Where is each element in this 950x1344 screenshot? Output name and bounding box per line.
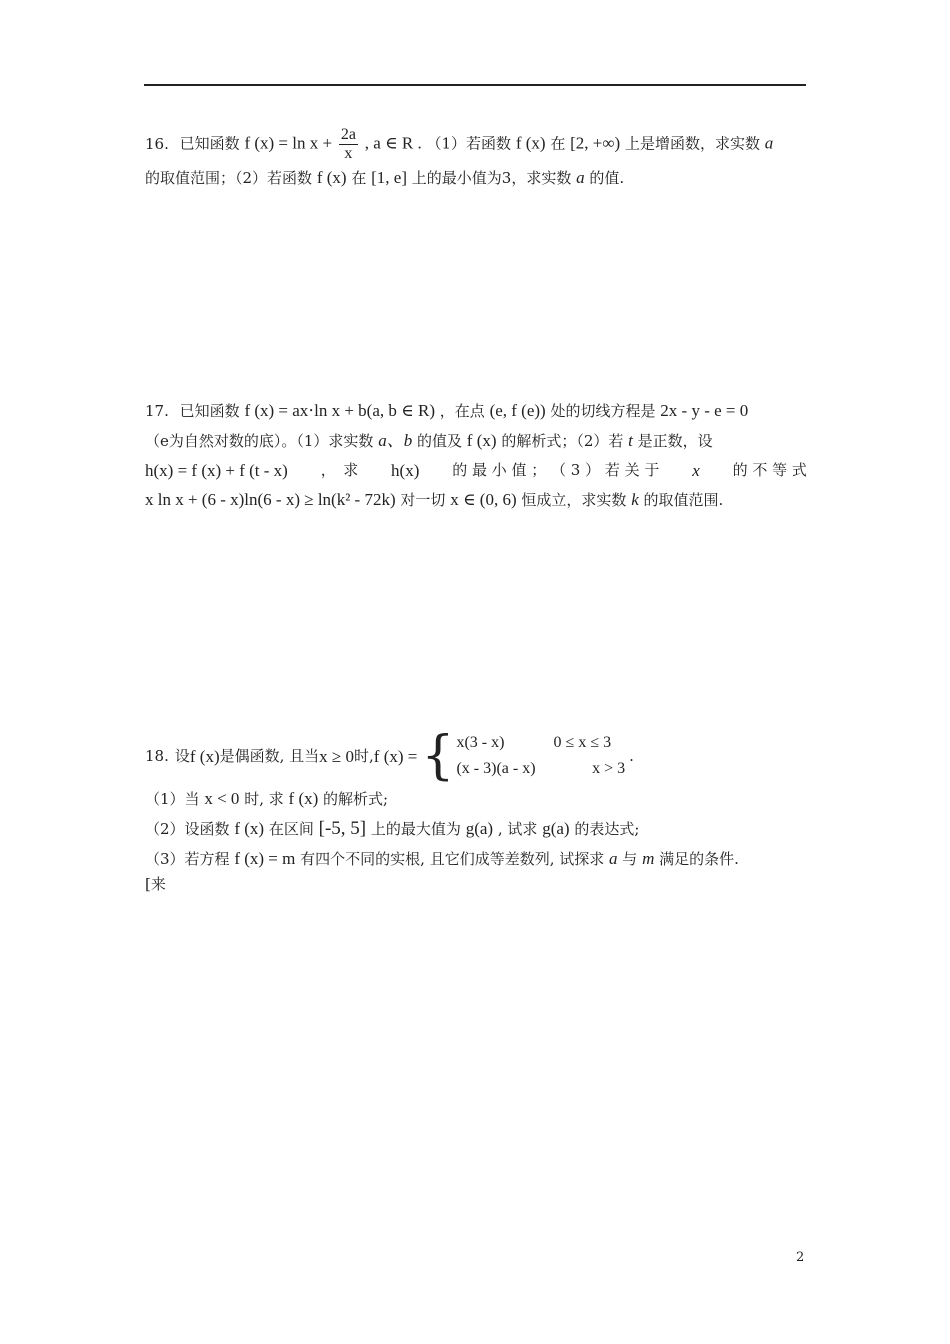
text: 的取值范围. — [643, 491, 724, 509]
text: 的值. — [589, 169, 625, 187]
formula: f (x) — [189, 746, 220, 766]
header-rule — [144, 84, 806, 86]
text: 的值及 — [417, 432, 463, 450]
problem-17 — [145, 396, 807, 515]
text: （2）设函数 — [145, 820, 230, 838]
problem-18-q1 — [145, 784, 807, 814]
piecewise-function — [421, 726, 629, 786]
text: 有四个不同的实根, 且它们成等差数列, 试探求 — [300, 850, 605, 868]
formula: h(x) = f (x) + f (t - x) — [145, 461, 288, 480]
fraction — [339, 126, 358, 163]
text: 时, — [354, 746, 374, 765]
formula: [-5, 5] — [318, 818, 367, 839]
text: 在区间 — [268, 820, 314, 838]
problem-16-line-2 — [145, 163, 807, 193]
problem-17-line-2 — [145, 426, 807, 456]
problem-17-line-1 — [145, 396, 807, 426]
formula: x ∈ (0, 6) — [450, 490, 517, 509]
formula: a — [764, 133, 774, 153]
problem-18-tail — [145, 874, 807, 894]
formula: a、b — [378, 431, 413, 450]
text: 的 不 等 式 — [732, 461, 807, 479]
formula: g(a) — [465, 819, 494, 838]
problem-number: 16. — [145, 134, 169, 153]
formula: f (x) — [234, 819, 265, 838]
text: 的解析式; — [323, 790, 389, 808]
formula: f (x) — [466, 431, 497, 450]
problem-18-q2 — [145, 814, 807, 844]
case-expression: x(3 - x) — [456, 734, 505, 751]
text: 的表达式; — [574, 820, 640, 838]
problem-number: 18. — [145, 746, 169, 765]
text: 恒成立，求实数 — [521, 491, 627, 509]
text: 已知函数 — [179, 402, 240, 420]
formula: f (x) = — [373, 746, 418, 766]
text: （1）当 — [145, 790, 200, 808]
formula: f (x) — [288, 789, 319, 808]
text: 上是增函数，求实数 — [624, 134, 760, 153]
text: 处的切线方程是 — [550, 402, 656, 420]
formula: t — [628, 431, 633, 450]
formula: k — [631, 490, 639, 509]
text: [来 — [145, 875, 166, 893]
problem-16-line-1 — [145, 126, 807, 163]
formula: m — [642, 849, 655, 868]
text: 时, 求 — [244, 790, 284, 808]
text: . — [629, 746, 634, 765]
fraction-numerator: 2a — [340, 126, 356, 143]
formula: h(x) — [391, 461, 420, 480]
problem-18 — [145, 728, 807, 894]
formula: f (x) — [515, 133, 546, 153]
text: 在 — [550, 134, 566, 153]
fraction-denominator: x — [344, 145, 353, 162]
text: ， 求 — [320, 461, 359, 479]
text: （e为自然对数的底）。（1）求实数 — [145, 432, 374, 450]
problem-17-line-3 — [145, 456, 807, 485]
formula: (e, f (e)) — [489, 401, 546, 420]
formula: f (x) = ln x + — [244, 133, 333, 153]
text: 设 — [174, 746, 190, 765]
text: 与 — [622, 850, 638, 868]
text: 已知函数 — [179, 134, 240, 153]
text: 的解析式；（2）若 — [501, 432, 624, 450]
text: 的 最 小 值 ； （ 3 ） 若 关 于 — [452, 461, 660, 479]
case-condition: x > 3 — [592, 760, 626, 777]
text: （3）若方程 — [145, 850, 230, 868]
text: 满足的条件. — [659, 850, 739, 868]
formula: x ln x + (6 - x)ln(6 - x) ≥ ln(k² - 72k) — [145, 490, 396, 509]
text: 是偶函数, 且当 — [219, 746, 320, 765]
case-condition: 0 ≤ x ≤ 3 — [553, 734, 612, 751]
formula: x — [692, 461, 700, 480]
text: 上的最小值为3，求实数 — [411, 169, 572, 187]
formula: [2, +∞) — [570, 133, 621, 153]
formula: a — [609, 849, 618, 868]
formula: x < 0 — [204, 789, 240, 808]
case-expression: (x - 3)(a - x) — [456, 760, 536, 777]
left-brace: { — [421, 726, 455, 786]
formula: x ≥ 0 — [319, 746, 354, 766]
formula: 2x - y - e = 0 — [660, 401, 749, 420]
piecewise-cases — [456, 730, 629, 782]
case-row — [456, 756, 629, 782]
text: （1）若函数 — [426, 134, 512, 153]
formula: a — [576, 168, 585, 187]
formula: g(a) — [542, 819, 570, 838]
formula: , a ∈ R . — [364, 133, 422, 153]
formula: f (x) = m — [234, 849, 296, 868]
formula: [1, e] — [371, 168, 408, 187]
text: 上的最大值为 — [370, 820, 461, 838]
formula: f (x) = ax⋅ln x + b(a, b ∈ R) — [244, 401, 435, 420]
text: 是正数，设 — [637, 432, 713, 450]
problem-16 — [145, 126, 807, 193]
problem-18-line-1 — [145, 728, 807, 784]
page-number: 2 — [796, 1250, 805, 1265]
problem-17-line-4 — [145, 485, 807, 515]
text: 对一切 — [400, 491, 446, 509]
text: 在 — [351, 169, 367, 187]
formula: f (x) — [316, 168, 347, 187]
case-row — [456, 730, 629, 756]
text: 的取值范围；（2）若函数 — [145, 169, 313, 187]
text: , 试求 — [497, 820, 538, 838]
problem-18-q3 — [145, 844, 807, 874]
text: ，在点 — [439, 402, 485, 420]
problem-number: 17. — [145, 402, 169, 420]
